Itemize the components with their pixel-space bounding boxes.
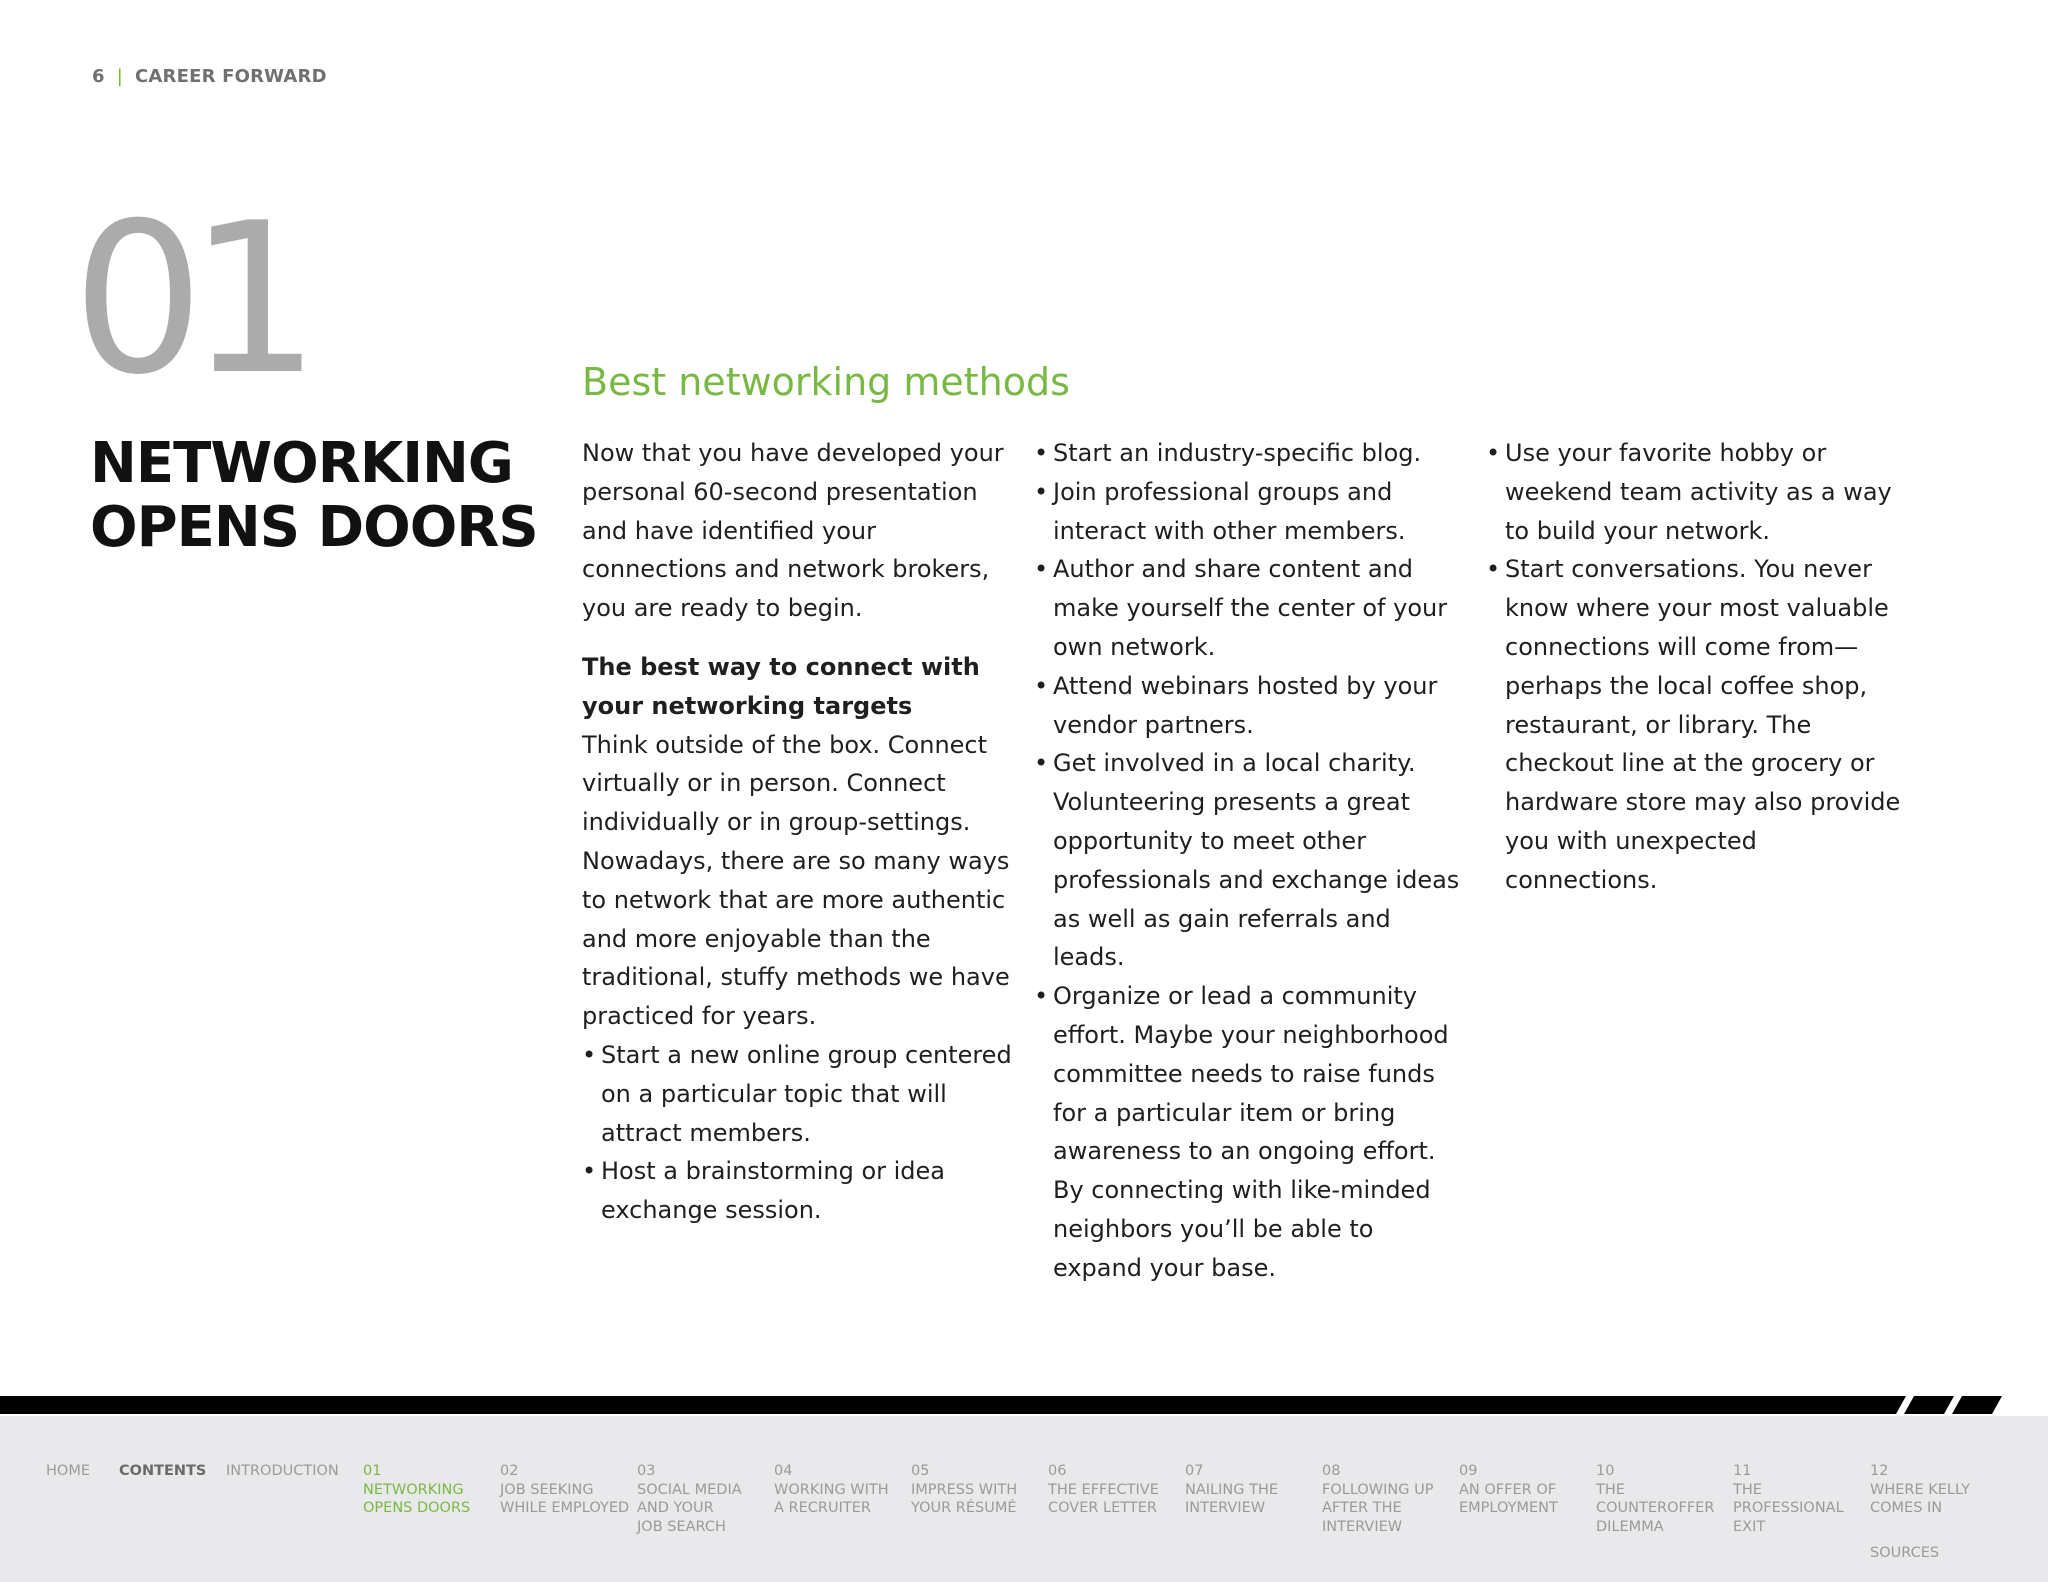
footer-divider-bar — [0, 1396, 2048, 1414]
header-separator: | — [116, 66, 123, 87]
list-item: • Start an industry-specific blog. — [1034, 434, 1464, 473]
nav-contents[interactable]: CONTENTS — [119, 1463, 207, 1479]
list-item: • Attend webinars hosted by your vendor partners. — [1034, 667, 1464, 745]
running-header — [92, 66, 327, 87]
nav-chapter-06[interactable]: 06 THE EFFECTIVE COVER LETTER — [1048, 1463, 1159, 1516]
intro-paragraph: Now that you have developed your personal 60-second presentation and have identified your connections and network brokers, you are ready to begin. — [582, 439, 1004, 623]
nav-chapter-12[interactable]: 12 WHERE KELLY COMES IN — [1870, 1463, 1971, 1516]
nav-chapter-01[interactable]: 01 NETWORKING OPENS DOORS — [363, 1463, 471, 1516]
column-1 — [582, 434, 1012, 1230]
bullet-list — [582, 1036, 1012, 1230]
nav-sources[interactable]: SOURCES — [1870, 1545, 1940, 1561]
list-item: • Start a new online group centered on a particular topic that will attract members. — [582, 1036, 1012, 1152]
nav-chapter-10[interactable]: 10 THE COUNTEROFFER DILEMMA — [1596, 1463, 1715, 1535]
page-number: 6 — [92, 66, 105, 87]
nav-chapter-08[interactable]: 08 FOLLOWING UP AFTER THE INTERVIEW — [1322, 1463, 1434, 1535]
chapter-title-line2: OPENS DOORS — [90, 495, 538, 560]
nav-chapter-02[interactable]: 02 JOB SEEKING WHILE EMPLOYED — [500, 1463, 630, 1516]
column-3 — [1486, 434, 1916, 900]
chapter-title — [90, 432, 538, 560]
list-item: • Start conversations. You never know where your most valuable connections will come from—perhaps the local coffee shop, restaurant, or library. The checkout line at the grocery or hardware store may also provide you with unexpected connections. — [1486, 550, 1916, 899]
list-item: • Join professional groups and interact with other members. — [1034, 473, 1464, 551]
list-item: • Author and share content and make yourself the center of your own network. — [1034, 550, 1464, 666]
list-item: • Get involved in a local charity. Volunteering presents a great opportunity to meet other professionals and exchange ideas as well as gain referrals and leads. — [1034, 744, 1464, 977]
bullet-list — [1486, 434, 1916, 900]
body-paragraph: Think outside of the box. Connect virtually or in person. Connect individually or in group-settings. Nowadays, there are so many ways to network that are more authentic and more enjoyable than the traditional, stuffy methods we have practiced for years. — [582, 730, 1010, 1031]
list-item: • Host a brainstorming or idea exchange session. — [582, 1152, 1012, 1230]
chapter-number: 01 — [72, 179, 305, 421]
section-heading: Best networking methods — [582, 360, 1070, 404]
chapter-title-line1: NETWORKING — [90, 431, 513, 496]
nav-chapter-03[interactable]: 03 SOCIAL MEDIA AND YOUR JOB SEARCH — [637, 1463, 742, 1535]
divider-bar-stripe — [1952, 1396, 2002, 1414]
column-2 — [1034, 434, 1464, 1288]
list-item: • Use your favorite hobby or weekend team activity as a way to build your network. — [1486, 434, 1916, 550]
nav-chapter-11[interactable]: 11 THE PROFESSIONAL EXIT — [1733, 1463, 1844, 1535]
bullet-list — [1034, 434, 1464, 1288]
nav-chapter-07[interactable]: 07 NAILING THE INTERVIEW — [1185, 1463, 1279, 1516]
nav-chapter-05[interactable]: 05 IMPRESS WITH YOUR RÉSUMÉ — [911, 1463, 1018, 1516]
publication-title: CAREER FORWARD — [135, 66, 327, 87]
nav-chapter-09[interactable]: 09 AN OFFER OF EMPLOYMENT — [1459, 1463, 1558, 1516]
list-item: • Organize or lead a community effort. Maybe your neighborhood committee needs to raise funds for a particular item or bring awareness to an ongoing effort. By connecting with like-minded neighbors you’ll be able to expand your base. — [1034, 977, 1464, 1287]
divider-bar-main — [0, 1396, 1906, 1414]
nav-introduction[interactable]: INTRODUCTION — [226, 1463, 339, 1479]
divider-bar-stripe — [1904, 1396, 1954, 1414]
subheading: The best way to connect with your networking targets — [582, 652, 980, 720]
nav-chapter-04[interactable]: 04 WORKING WITH A RECRUITER — [774, 1463, 889, 1516]
nav-home[interactable]: HOME — [46, 1463, 90, 1479]
